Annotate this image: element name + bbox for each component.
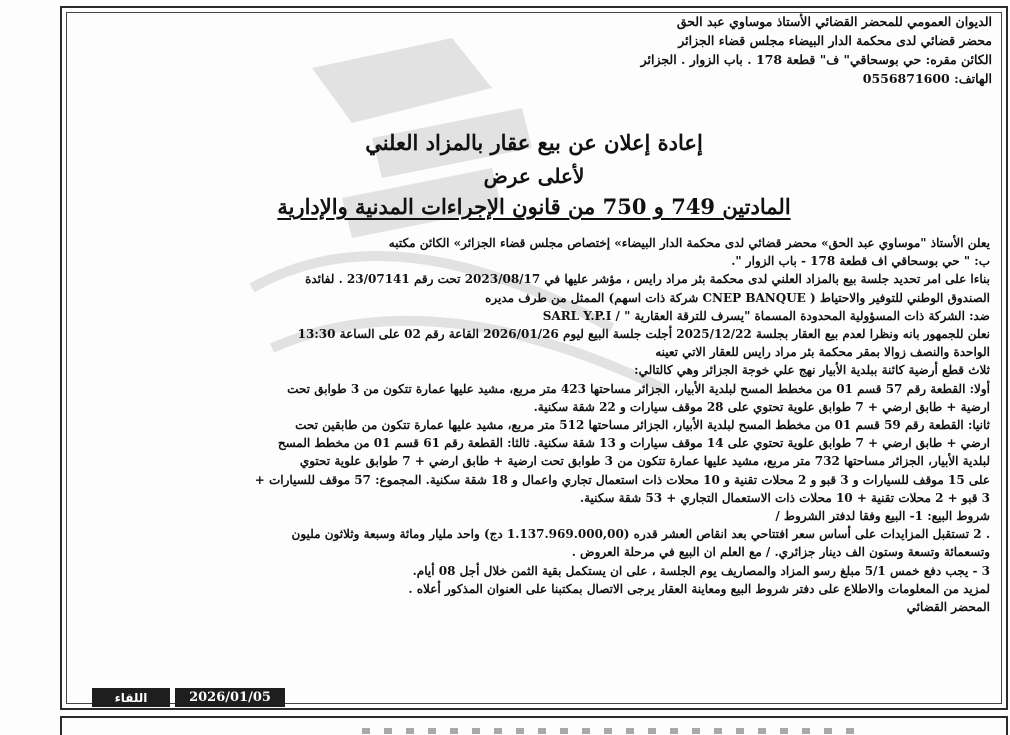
- body-line: . 2 تستقبل المزايدات على أساس سعر افتتاحي بعد انقاص العشر قدره (1.137.969.000,00 دج) واحد مليار ومائة وسبعة وثلاثون مليون: [291, 527, 990, 542]
- body-line: أولا: القطعة رقم 57 قسم 01 من مخطط المسح لبلدية الأبيار، الجزائر مساحتها 423 متر مربع، مشيد عليها عمارة تتكون من 3 طوابق تحت: [287, 381, 990, 396]
- body-line: على 15 موقف للسيارات و 3 قبو و 2 محلات تقنية و 10 محلات ذات استعمال تجاري واعمال و 18 شقة سكنية. المجموع: 57 موقف للسيارات +: [254, 472, 990, 487]
- body-line: الصندوق الوطني للتوفير والاحتياط ( CNEP BANQUE شركة ذات اسهم) الممثل من طرف مديره: [485, 290, 990, 305]
- header-line-office: الديوان العمومي للمحضر القضائي الأستاذ موساوي عبد الحق: [676, 14, 992, 29]
- body-line: 3 قبو + 2 محلات تقنية + 10 محلات ذات الاستعمال التجاري + 53 شقة سكنية.: [579, 490, 990, 505]
- body-line: ثلاث قطع أرضية كائنة ببلدية الأبيار نهج علي خوجة الجزائر وهي كالتالي:: [634, 363, 990, 378]
- body-line: ب: " حي بوسحاقي اف قطعة 178 - باب الزوار ".: [731, 254, 990, 269]
- header-line-court: محضر قضائي لدى محكمة الدار البيضاء مجلس قضاء الجزائر: [678, 33, 992, 48]
- body-line: الواحدة والنصف زوالا بمقر محكمة بئر مراد رايس للعقار الاتي تعينه: [655, 345, 990, 360]
- body-line: لبلدية الأبيار، الجزائر مساحتها 732 متر مربع، مشيد عليها عمارة تتكون من 3 طوابق تحت ارضية + طابق ارضي + 7 طوابق علوية تحتوي: [299, 454, 990, 469]
- body-line: ثانيا: القطعة رقم 59 قسم 01 من مخطط المسح لبلدية الأبيار، الجزائر مساحتها 512 متر مربع، مشيد عليها عمارة تتكون من طابقين تحت: [295, 418, 990, 433]
- body-line: ارضية + طابق ارضي + 7 طوابق علوية تحتوي على 28 موقف سيارات و 22 شقة سكنية.: [533, 399, 990, 414]
- announcement-title: إعادة إعلان عن بيع عقار بالمزاد العلني: [365, 130, 703, 155]
- newspaper-name: اللقاء: [92, 688, 170, 707]
- header-line-address: الكائن مقره: حي بوسحاقي" ف" قطعة 178 . باب الزوار . الجزائر: [640, 52, 992, 67]
- signature-line: المحضر القضائي: [906, 600, 990, 615]
- body-line: بناءا على امر تحديد جلسة بيع بالمزاد العلني لدى محكمة بئر مراد رايس ، مؤشر عليها في 2023/08/17 تحت رقم 23/07141 . لفائدة: [305, 272, 990, 287]
- announcement-frame: [60, 6, 1008, 710]
- office-header: [232, 12, 992, 88]
- body-line: ضد: الشركة ذات المسؤولية المحدودة المسماة "يسرف للترقة العقارية " / SARL Y.P.I: [542, 308, 990, 323]
- body-line: شروط البيع: 1- البيع وفقا لدفتر الشروط /: [775, 509, 990, 524]
- body-line: لمزيد من المعلومات والاطلاع على دفتر شروط البيع ومعاينة العقار يرجى الاتصال بمكتبنا على العنوان المذكور أعلاه .: [408, 581, 990, 596]
- publication-footer: [92, 688, 287, 707]
- body-line: نعلن للجمهور بانه ونظرا لعدم بيع العقار بجلسة 2025/12/22 أجلت جلسة البيع ليوم 2026/01/26 القاعة رقم 02 على الساعة 13:30: [297, 327, 990, 342]
- publication-date: 2026/01/05: [175, 688, 285, 707]
- body-line: يعلن الأستاذ "موساوي عبد الحق» محضر قضائي لدى محكمة الدار البيضاء» إختصاص مجلس قضاء الجزائر» الكائن مكتبه: [388, 236, 990, 250]
- body-line: 3 - يجب دفع خمس 5/1 مبلغ رسو المزاد والمصاريف يوم الجلسة ، على ان يستكمل بقية الثمن خلال أجل 08 أيام.: [412, 563, 990, 578]
- announcement-subtitle: لأعلى عرض: [483, 164, 585, 188]
- body-line: وتسعمائة وتسعة وستون الف دينار جزائري. / مع العلم ان البيع في مرحلة العروض .: [571, 545, 990, 560]
- body-line: ارضي + طابق ارضي + 7 طوابق علوية تحتوي على 14 موقف سيارات و 13 شقة سكنية. ثالثا: القطعة رقم 61 قسم 01 من مخطط المسح: [277, 436, 990, 451]
- next-announcement-edge: [60, 716, 1008, 735]
- header-line-phone: الهاتف: 0556871600: [862, 71, 992, 86]
- announcement-legal-reference: المادتين 749 و 750 من قانون الإجراءات المدنية والإدارية: [277, 194, 791, 219]
- next-announcement-text-fragment: [362, 728, 856, 734]
- announcement-body: [65, 234, 990, 616]
